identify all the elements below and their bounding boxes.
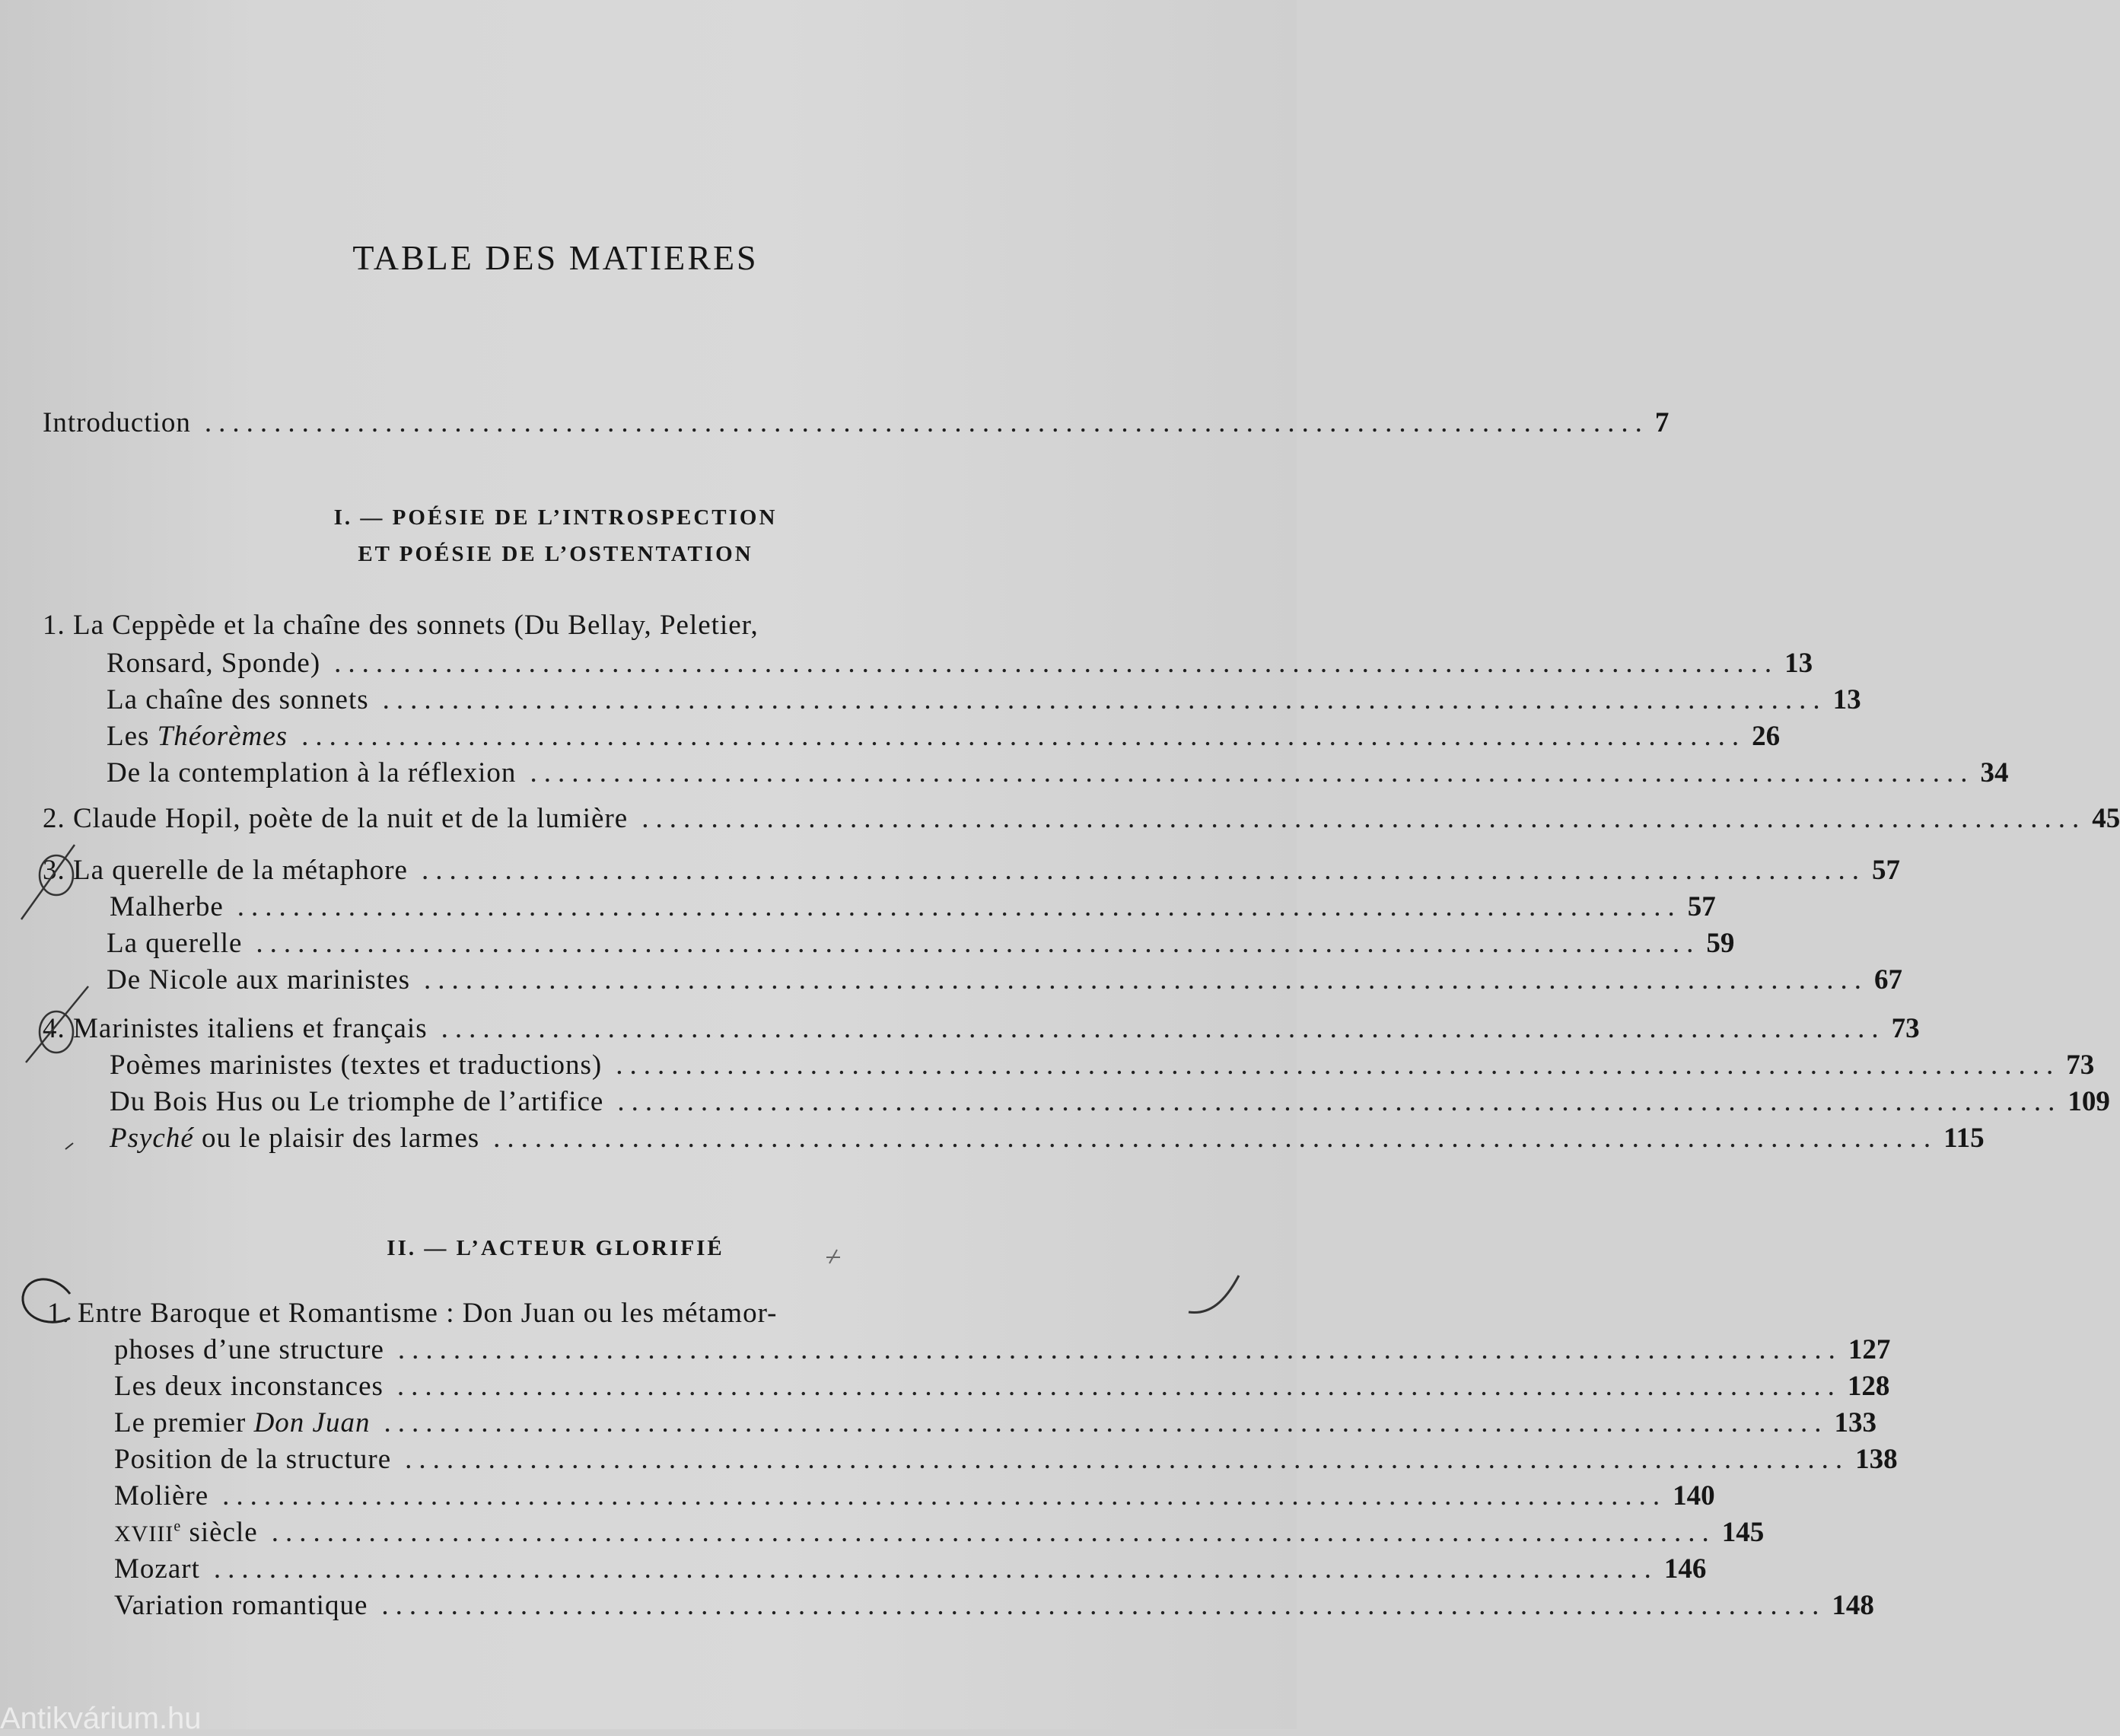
toc-chapter-2 (43, 802, 2120, 836)
leader-dots: ........................................................................................................ (237, 891, 1682, 922)
toc-page-number: 140 (1673, 1480, 1715, 1511)
chapter-title: Entre Baroque et Romantisme : Don Juan ou les métamor- (78, 1298, 778, 1329)
toc-subentry (107, 757, 2009, 790)
toc-subentry (110, 890, 1716, 924)
leader-dots: ........................................................................................................ (405, 1444, 1850, 1475)
chapter-number: 3. (43, 855, 65, 886)
toc-label: Introduction (43, 407, 191, 438)
toc-subentry (110, 1085, 2110, 1119)
toc-label-suffix: siècle (181, 1517, 258, 1548)
toc-page-number: 13 (1832, 684, 1861, 715)
page-title: TABLE DES MATIERES (352, 238, 759, 277)
toc-part2-chapter-1-line1 (47, 1297, 777, 1330)
toc-subentry (107, 964, 1903, 997)
part-heading-1b: ET POÉSIE DE L’OSTENTATION (358, 542, 753, 566)
chapter-number: 4. (43, 1013, 65, 1044)
toc-page-number: 73 (2066, 1050, 2095, 1081)
leader-dots: ........................................................................................................ (301, 721, 1746, 752)
toc-page-number: 13 (1784, 648, 1813, 679)
toc-label-italic: Don Juan (253, 1407, 371, 1438)
toc-label: Molière (114, 1480, 209, 1511)
toc-label-prefix: Les (107, 721, 158, 752)
toc-label: La querelle (107, 928, 243, 959)
toc-label: De la contemplation à la réflexion (107, 757, 517, 788)
watermark: Antikvárium.hu (0, 1702, 202, 1735)
toc-page-number: 26 (1752, 721, 1781, 752)
toc-label (43, 1012, 428, 1045)
toc-page-number: 34 (1980, 757, 2009, 788)
leader-dots: ........................................................................................................ (396, 1371, 1841, 1402)
toc-page-number: 138 (1855, 1444, 1898, 1475)
toc-label-italic: Théorèmes (157, 721, 288, 752)
toc-page-number: 109 (2067, 1086, 2110, 1117)
toc-subentry (114, 1553, 1707, 1586)
toc-label: Position de la structure (114, 1444, 392, 1475)
toc-subentry (114, 1480, 1715, 1513)
leader-dots: ........................................................................................................ (421, 855, 1866, 886)
toc-page-number: 45 (2092, 803, 2120, 834)
tick-mark-icon (65, 1143, 73, 1149)
leader-dots: ........................................................................................................ (397, 1334, 1842, 1365)
leader-dots: ........................................................................................................ (617, 1086, 2062, 1117)
toc-label (110, 1122, 479, 1155)
leader-dots: ........................................................................................................ (213, 1553, 1658, 1585)
toc-chapter-1-line2 (107, 647, 1813, 680)
toc-label: Les deux inconstances (114, 1371, 384, 1402)
toc-label: Ronsard, Sponde) (107, 648, 321, 679)
toc-label: La chaîne des sonnets (107, 684, 369, 715)
leader-dots: ........................................................................................................ (641, 803, 2087, 834)
toc-subentry (107, 927, 1735, 960)
toc-page-number: 128 (1847, 1371, 1890, 1402)
chapter-title: Marinistes italiens et français (73, 1013, 428, 1044)
leader-dots: ........................................................................................................ (381, 1590, 1826, 1621)
leader-dots: ........................................................................................................ (441, 1013, 1886, 1044)
chapter-number: 1. (47, 1298, 70, 1329)
toc-page-number: 73 (1891, 1013, 1920, 1044)
chapter-title: La querelle de la métaphore (73, 855, 408, 886)
toc-label (107, 720, 288, 753)
leader-dots: ........................................................................................................ (256, 928, 1701, 959)
toc-page-number: 115 (1943, 1123, 1985, 1154)
toc-page-number: 67 (1874, 964, 1903, 995)
toc-subentry (114, 1589, 1874, 1623)
toc-page-number: 146 (1663, 1553, 1707, 1585)
leader-dots: ........................................................................................................ (334, 648, 1779, 679)
toc-label-prefix: Le premier (114, 1407, 254, 1438)
toc-subentry (107, 683, 1861, 717)
toc-subentry (114, 1443, 1898, 1476)
toc-label: Mozart (114, 1553, 200, 1585)
part-heading-1a: I. — POÉSIE DE L’INTROSPECTION (333, 505, 778, 530)
toc-page-number: 57 (1687, 891, 1716, 922)
leader-dots: ........................................................................................................ (530, 757, 1975, 788)
toc-page-number: 145 (1721, 1517, 1765, 1548)
toc-chapter-1-line1: 1. La Ceppède et la chaîne des sonnets (Du Bellay, Peletier, (43, 610, 759, 641)
toc-label: De Nicole aux marinistes (107, 964, 411, 995)
leader-dots: ........................................................................................................ (204, 407, 1649, 438)
toc-label: Variation romantique (114, 1590, 368, 1621)
toc-part2-chapter-1-line2 (114, 1333, 1891, 1367)
toc-label (114, 1406, 370, 1439)
toc-chapter-3 (43, 854, 1900, 887)
leader-dots: ........................................................................................................ (382, 684, 1827, 715)
toc-page-number: 127 (1848, 1334, 1891, 1365)
toc-subentry (114, 1516, 1765, 1550)
toc-page-number: 148 (1832, 1590, 1874, 1621)
toc-label (114, 1516, 258, 1549)
toc-page-number: 7 (1654, 407, 1670, 438)
toc-label: phoses d’une structure (114, 1334, 384, 1365)
toc-page-number: 59 (1706, 928, 1735, 959)
leader-dots: ........................................................................................................ (424, 964, 1869, 995)
toc-label: Du Bois Hus ou Le triomphe de l’artifice (110, 1086, 604, 1117)
leader-dots: ........................................................................................................ (616, 1050, 2061, 1081)
toc-entry-introduction (43, 406, 1670, 440)
toc-page-number: 57 (1871, 855, 1900, 886)
toc-label: 2. Claude Hopil, poète de la nuit et de la lumière (43, 803, 629, 834)
margin-mark-icon (1189, 1276, 1239, 1313)
leader-dots: ........................................................................................................ (384, 1407, 1829, 1438)
toc-label: Malherbe (110, 891, 224, 922)
toc-subentry (110, 1122, 1985, 1155)
toc-subentry (114, 1370, 1890, 1403)
toc-subentry (107, 720, 1781, 753)
leader-dots: ........................................................................................................ (493, 1123, 1938, 1154)
toc-subentry (114, 1406, 1876, 1440)
leader-dots: ........................................................................................................ (271, 1517, 1716, 1548)
toc-subentry (110, 1049, 2095, 1082)
toc-label-prefix: XVIII (114, 1521, 174, 1546)
toc-label: Poèmes marinistes (textes et traductions) (110, 1050, 603, 1081)
toc-label (43, 854, 408, 887)
toc-label-italic: Psyché (110, 1123, 194, 1154)
toc-page-number: 133 (1834, 1407, 1876, 1438)
leader-dots: ........................................................................................................ (222, 1480, 1667, 1511)
part-heading-2: II. — L’ACTEUR GLORIFIÉ (387, 1236, 724, 1260)
toc-label-sup: e (173, 1518, 182, 1535)
toc-label-suffix: ou le plaisir des larmes (193, 1123, 480, 1154)
toc-chapter-4 (43, 1012, 1920, 1046)
